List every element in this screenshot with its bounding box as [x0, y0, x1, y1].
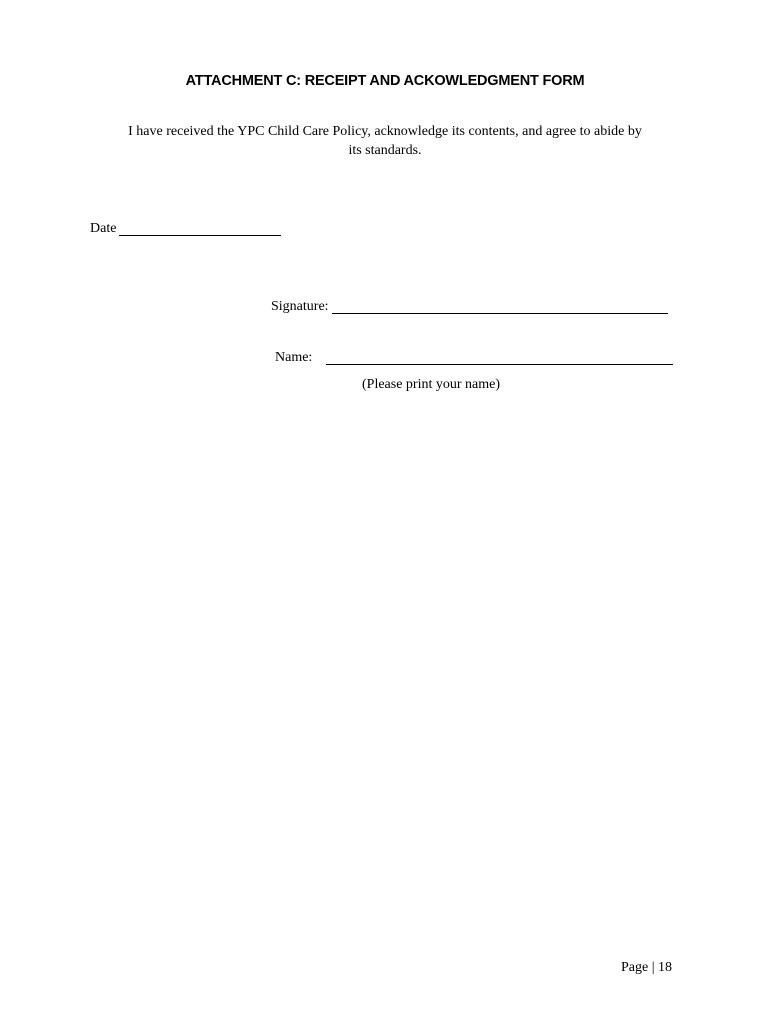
page-title: ATTACHMENT C: RECEIPT AND ACKOWLEDGMENT FORM — [185, 73, 585, 89]
date-label: Date — [90, 221, 117, 236]
statement-line-1: I have received the YPC Child Care Policy, acknowledge its contents, and agree to abide by — [128, 124, 642, 139]
acknowledgment-statement — [90, 122, 680, 160]
name-hint: (Please print your name) — [362, 377, 501, 392]
signature-field-line[interactable] — [332, 298, 668, 314]
name-label: Name: — [275, 350, 313, 365]
statement-line-2: its standards. — [348, 143, 422, 158]
name-field-row — [275, 348, 673, 368]
date-field-line[interactable] — [119, 220, 281, 236]
signature-label: Signature: — [271, 299, 329, 314]
page-number: Page | 18 — [621, 960, 673, 975]
date-field-row — [90, 219, 281, 239]
signature-field-row — [271, 297, 668, 317]
name-field-line[interactable] — [326, 349, 673, 365]
